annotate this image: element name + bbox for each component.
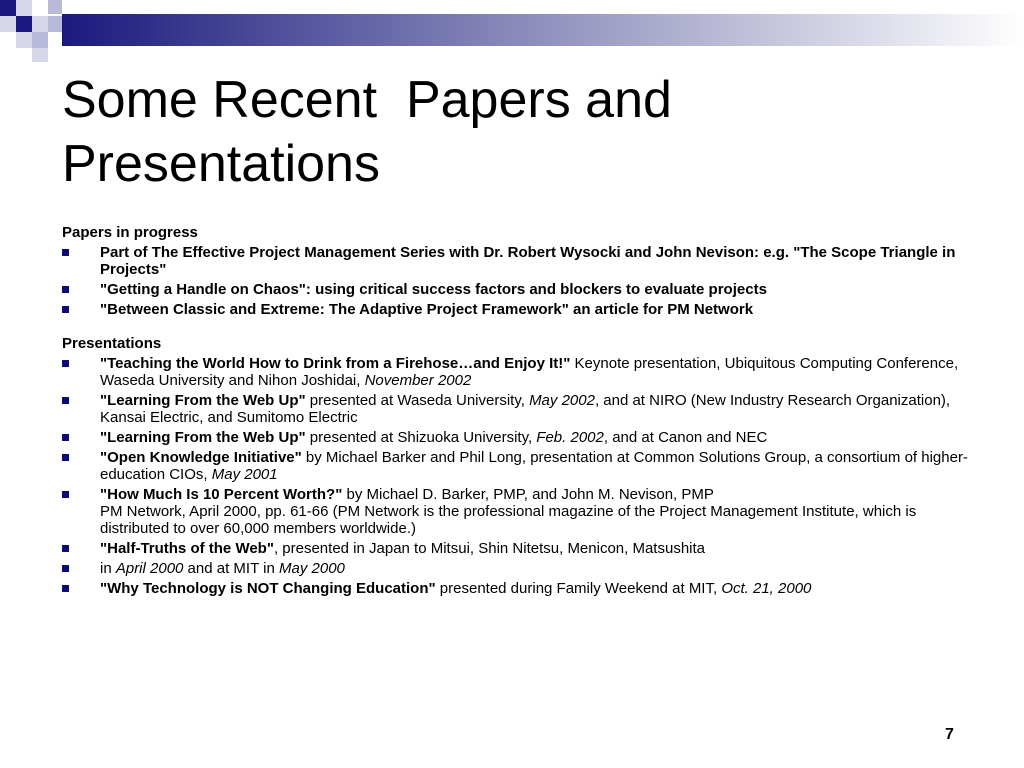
presentations-heading: Presentations (62, 335, 162, 352)
slide-content (62, 224, 972, 600)
square-bullet-icon (62, 491, 69, 498)
list-item: "Learning From the Web Up" presented at Waseda University, May 2002, and at NIRO (New Industry Research Organization), Kansai Electric, and Sumitomo Electric (62, 392, 972, 426)
checker-square (48, 16, 62, 32)
square-bullet-icon (62, 585, 69, 592)
papers-heading: Papers in progress (62, 224, 198, 241)
header-decoration (0, 0, 1024, 62)
list-item: Part of The Effective Project Management Series with Dr. Robert Wysocki and John Nevison: e.g. "The Scope Triangle in Projects" (62, 244, 972, 278)
checker-square (48, 0, 62, 14)
checker-square (32, 48, 48, 62)
checker-square (16, 16, 32, 32)
square-bullet-icon (62, 397, 69, 404)
list-item: "Learning From the Web Up" presented at Shizuoka University, Feb. 2002, and at Canon and NEC (62, 429, 972, 446)
square-bullet-icon (62, 545, 69, 552)
list-item: "Getting a Handle on Chaos": using critical success factors and blockers to evaluate projects (62, 281, 972, 298)
list-item: "Why Technology is NOT Changing Education" presented during Family Weekend at MIT, Oct. 21, 2000 (62, 580, 972, 597)
checker-square (0, 16, 16, 32)
checker-gradient-band (0, 0, 1024, 62)
list-item: "Open Knowledge Initiative" by Michael Barker and Phil Long, presentation at Common Solutions Group, a consortium of higher-education CIOs, May 2001 (62, 449, 972, 483)
square-bullet-icon (62, 306, 69, 313)
papers-list (62, 244, 972, 318)
checker-square (0, 32, 16, 48)
square-bullet-icon (62, 565, 69, 572)
square-bullet-icon (62, 249, 69, 256)
checker-square (32, 16, 48, 32)
square-bullet-icon (62, 286, 69, 293)
checker-square (32, 32, 48, 48)
presentations-list (62, 355, 972, 597)
slide-title: Some Recent Papers and Presentations (62, 71, 687, 193)
checker-square (16, 0, 32, 16)
list-item: "How Much Is 10 Percent Worth?" by Michael D. Barker, PMP, and John M. Nevison, PMP PM Network, April 2000, pp. 61-66 (PM Network is the professional magazine of the Project Management Institute, which is distributed to over 60,000 members worldwide.) (62, 486, 972, 537)
list-item: "Teaching the World How to Drink from a Firehose…and Enjoy It!" Keynote presentation, Ubiquitous Computing Conference, Waseda University and Nihon Joshidai, November 2002 (62, 355, 972, 389)
list-item: in April 2000 and at MIT in May 2000 (62, 560, 972, 577)
checker-square (48, 32, 62, 46)
square-bullet-icon (62, 454, 69, 461)
checker-square (16, 32, 32, 48)
list-item: "Half-Truths of the Web", presented in Japan to Mitsui, Shin Nitetsu, Menicon, Matsushita (62, 540, 972, 557)
list-item: "Between Classic and Extreme: The Adaptive Project Framework" an article for PM Network (62, 301, 972, 318)
page-number: 7 (945, 726, 954, 743)
checker-square (0, 0, 16, 16)
gradient-bar (62, 14, 1024, 46)
checker-square (32, 0, 48, 16)
square-bullet-icon (62, 434, 69, 441)
square-bullet-icon (62, 360, 69, 367)
